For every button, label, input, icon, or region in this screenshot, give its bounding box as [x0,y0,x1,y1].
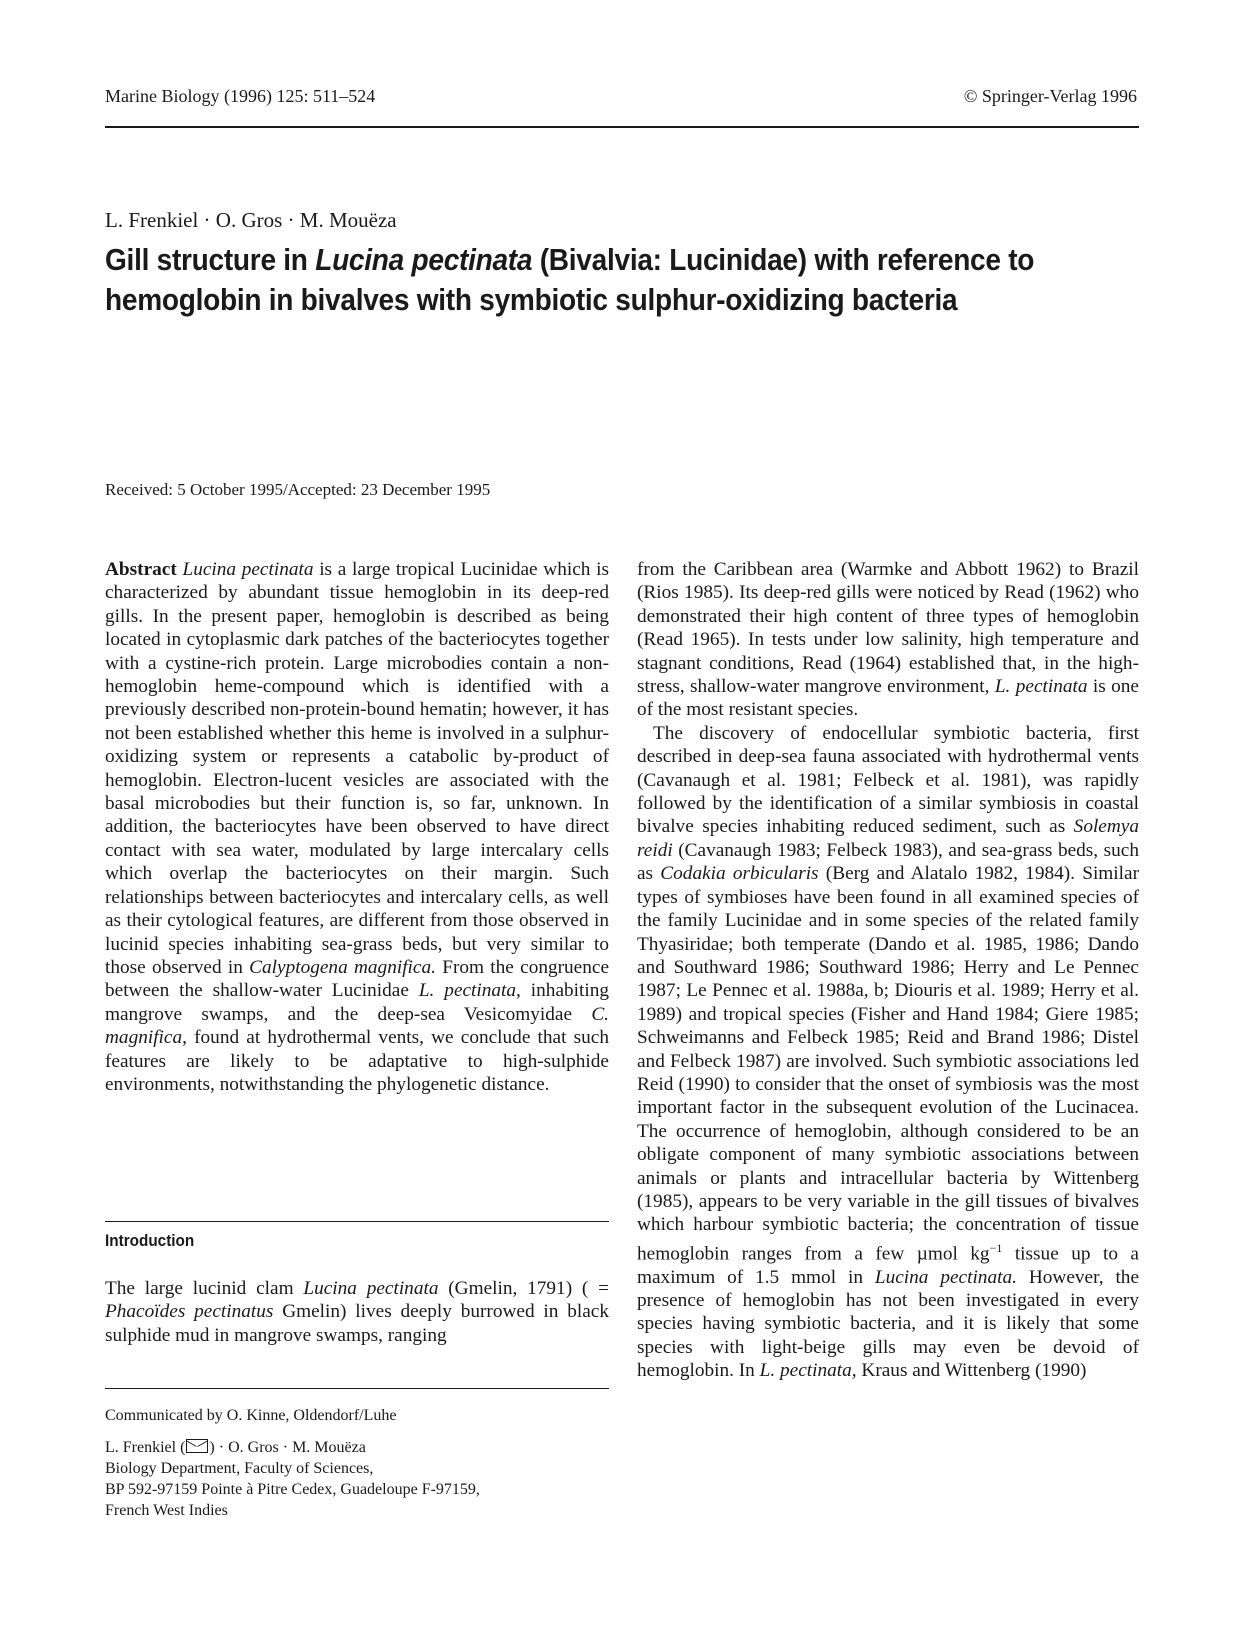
introduction-continued: from the Caribbean area (Warmke and Abbott 1962) to Brazil (Rios 1985). Its deep-red gills were noticed by Read (1962) who demonstrated their high content of three types of hemoglobin (Read 1965). In tests under low salinity, high temperature and stagnant conditions, Read (1964) established that, in the high-stress, shallow-water mangrove environment, L. pectinata is one of the most resistant species. The discovery of endocellular symbiotic bacteria, first described in deep-sea fauna associated with hydrothermal vents (Cavanaugh et al. 1981; Felbeck et al. 1981), was rapidly followed by the identification of a similar symbiosis in coastal bivalve species inhabiting reduced sediment, such as Solemya reidi (Cavanaugh 1983; Felbeck 1983), and sea-grass beds, such as Codakia orbicularis (Berg and Alatalo 1982, 1984). Similar types of symbioses have been found in all examined species of the family Lucinidae and in some species of the related family Thyasiridae; both temperate (Dando et al. 1985, 1986; Dando and Southward 1986; Southward 1986; Herry and Le Pennec 1987; Le Pennec et al. 1988a, b; Diouris et al. 1989; Herry et al. 1989) and tropical species (Fisher and Hand 1984; Giere 1985; Schweimanns and Felbeck 1985; Reid and Brand 1986; Distel and Felbeck 1987) are involved. Such symbiotic associations led Reid (1990) to consider that the onset of symbiosis was the most important factor in the subsequent evolution of the Lucinacea. The occurrence of hemoglobin, although considered to be an obligate component of many symbiotic associations between animals or plants and intracellular bacteria by Wittenberg (1985), appears to be very variable in the gill tissues of bivalves which harbour symbiotic bacteria; the concentration of tissue hemoglobin ranges from a few µmol $kg^{-1}$ tissue up to a maximum of 1.5 mmol in Lucina pectinata. However, the presence of hemoglobin has not been investigated in every species having symbiotic bacteria, and it is likely that some species with light-beige gills may even be devoid of hemoglobin. In L. pectinata, Kraus and Wittenberg (1990) [637,559,1140,1382]
abstract: Abstract Lucina pectinata is a large tropical Lucinidae which is characterized by abundant tissue hemoglobin in its deep-red gills. In the present paper, hemoglobin is described as being located in cytoplasmic dark patches of the bacteriocytes together with a cystine-rich protein. Large microbodies contain a non-hemoglobin heme-compound which is identified with a previously described non-protein-bound hematin; however, it has not been established whether this heme is involved in a sulphur-oxidizing system or represents a catabolic by-product of hemoglobin. Electron-lucent vesicles are associated with the basal microbodies but their function is, so far, unknown. In addition, the bacteriocytes have been observed to have direct contact with sea water, modulated by large intercalary cells which overlap the bacteriocytes on their margin. Such relationships between bacteriocytes and intercalary cells, as well as their cytological features, are different from those observed in lucinid species inhabiting sea-grass beds, but very similar to those observed in Calyptogena magnifica. From the congruence between the shallow-water Lucinidae L. pectinata, inhabiting mangrove swamps, and the deep-sea Vesicomyidae C. magnifica, found at hydrothermal vents, we conclude that such features are likely to be adaptative to high-sulphide environments, notwithstanding the phylogenetic distance. [105,559,609,1095]
received-dates: Received: 5 October 1995/Accepted: 23 December 1995 [105,480,491,499]
journal-citation: Marine Biology (1996) 125: 511–524 [105,86,376,106]
intro-rule [105,1221,609,1222]
introduction-paragraph: The large lucinid clam Lucina pectinata (Gmelin, 1791) ( = Phacoïdes pectinatus Gmelin) lives deeply burrowed in black sulphide mud in mangrove swamps, ranging [105,1278,609,1346]
communicated-by: Communicated by O. Kinne, Oldendorf/Luhe [105,1407,397,1424]
envelope-icon [186,1439,208,1453]
footnote-rule [105,1388,609,1389]
introduction-heading: Introduction [105,1231,195,1250]
copyright-notice: © Springer-Verlag 1996 [963,86,1137,106]
abstract-label: Abstract [105,559,177,580]
author-list: L. Frenkiel · O. Gros · M. Mouëza [105,208,397,232]
header-rule [105,126,1139,128]
author-affiliation: L. Frenkiel ( ) · O. Gros · M. Mouëza Biology Department, Faculty of Sciences, BP 592-97159 Pointe à Pitre Cedex, Guadeloupe F-97159, French West Indies [105,1439,480,1519]
article-title: Gill structure in Lucina pectinata (Bivalvia: Lucinidae) with reference to hemoglobin in bivalves with symbiotic sulphur-oxidizing bacteria [105,243,1035,317]
